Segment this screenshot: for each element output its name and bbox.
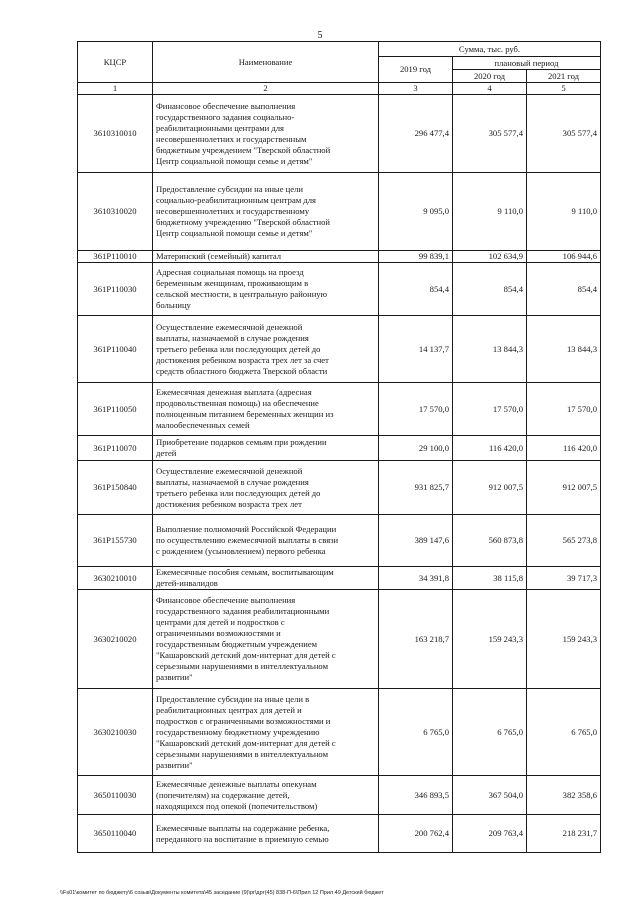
row-amount-y2021: 116 420,0 — [527, 436, 601, 461]
row-amount-y2020: 305 577,4 — [453, 95, 527, 173]
column-index: 1 — [78, 83, 153, 95]
row-name-line: несовершеннолетних и государственным — [156, 133, 307, 144]
row-name-line: Предоставление субсидии на иные цели в — [156, 693, 310, 704]
row-amount-y2021: 382 358,6 — [527, 776, 601, 815]
row-name-line: беременным женщинам, проживающим в — [156, 278, 309, 288]
row-amount-y2021: 912 007,5 — [527, 461, 601, 515]
table-row — [78, 689, 601, 776]
row-name-line: Адресная социальная помощь на проезд — [156, 267, 304, 277]
row-amount-y2019: 389 147,6 — [379, 515, 453, 567]
table-row — [78, 815, 601, 853]
header-name: Наименование — [153, 42, 379, 83]
row-name-line: третьего ребенка или последующих детей до — [156, 343, 321, 354]
row-amount-y2019: 34 391,8 — [379, 567, 453, 590]
row-code: 361P110050 — [78, 383, 153, 436]
row-name-line: развитии" — [156, 672, 193, 682]
row-name — [153, 776, 379, 815]
row-amount-y2021: 565 273,8 — [527, 515, 601, 567]
row-amount-y2019: 163 218,7 — [379, 590, 453, 689]
row-amount-y2020: 17 570,0 — [453, 383, 527, 436]
row-name-line: бюджетным учреждением "Тверской областной — [156, 144, 331, 155]
row-name-line: с рождением (усыновлением) первого ребенка — [156, 546, 326, 556]
row-amount-y2021: 17 570,0 — [527, 383, 601, 436]
row-amount-y2020: 102 634,9 — [453, 251, 527, 263]
row-name-line: (попечителям) на содержание детей, — [156, 789, 290, 800]
page-number: 5 — [317, 30, 323, 41]
row-name-line: "Кашаровский детский дом-интернат для детей с — [156, 650, 336, 660]
row-amount-y2020: 367 504,0 — [453, 776, 527, 815]
row-name-line: Ежемесячные денежные выплаты опекунам — [156, 778, 317, 789]
row-amount-y2019: 99 839,1 — [379, 251, 453, 263]
row-name-line: переданного на воспитание в приемную семью — [156, 833, 329, 844]
budget-table — [77, 41, 601, 853]
header-year-2019: 2019 год — [379, 57, 453, 83]
row-name-line: Осуществление ежемесячной денежной — [156, 465, 303, 476]
table-row — [78, 515, 601, 567]
row-name-line: государственным бюджетным учреждением — [156, 639, 318, 649]
row-name-line: Ежемесячные пособия семьям, воспитывающим — [156, 567, 334, 577]
table-row — [78, 316, 601, 383]
row-name-line: "Кашаровский детский дом-интернат для детей с — [156, 737, 336, 748]
row-name — [153, 316, 379, 383]
row-amount-y2019: 931 825,7 — [379, 461, 453, 515]
row-amount-y2021: 6 765,0 — [527, 689, 601, 776]
row-code: 3630210030 — [78, 689, 153, 776]
row-amount-y2020: 209 763,4 — [453, 815, 527, 853]
table-row — [78, 461, 601, 515]
row-name-line: государственному бюджетному учреждению — [156, 726, 320, 737]
table-row — [78, 436, 601, 461]
table-row — [78, 263, 601, 316]
row-name-line: Предоставление субсидии на иные цели — [156, 184, 303, 194]
row-amount-y2021: 9 110,0 — [527, 173, 601, 251]
row-amount-y2020: 38 115,8 — [453, 567, 527, 590]
row-name — [153, 95, 379, 173]
table-row — [78, 173, 601, 251]
row-amount-y2020: 854,4 — [453, 263, 527, 316]
row-name-line: государственного задания реабилитационными — [156, 606, 330, 616]
row-name-line: реабилитационных центрах для детей и — [156, 704, 302, 715]
row-name — [153, 461, 379, 515]
row-name-line: подростков с ограниченными возможностями и — [156, 715, 331, 726]
row-name — [153, 436, 379, 461]
row-name-line: несовершеннолетних и государственному — [156, 206, 310, 216]
row-name-line: достижения ребенком возраста трех лет — [156, 498, 302, 509]
row-amount-y2019: 17 570,0 — [379, 383, 453, 436]
row-name-line: Центр социальной помощи семье и детям" — [156, 228, 313, 238]
row-amount-y2021: 13 844,3 — [527, 316, 601, 383]
row-code: 3630210020 — [78, 590, 153, 689]
row-name-line: бюджетному учреждению "Тверской областной — [156, 217, 331, 227]
row-amount-y2021: 159 243,3 — [527, 590, 601, 689]
row-name-line: Выполнение полномочий Российской Федерации — [156, 524, 337, 534]
row-name-line: Приобретение подарков семьям при рождении — [156, 437, 327, 447]
row-name-line: серьезными нарушениями в интеллектуальном — [156, 748, 329, 759]
column-index-row — [78, 83, 601, 95]
row-code: 3650110030 — [78, 776, 153, 815]
row-name — [153, 815, 379, 853]
file-path-footer: \\Fs01\комитет по бюджету\6 созыв\Документы комитета\45 заседание (9)\pr\дрг(45) 838-П-6\Прил 12 Прил 49 Детский бюджет — [60, 890, 384, 896]
row-name-line: детей — [156, 448, 177, 458]
row-name — [153, 567, 379, 590]
row-amount-y2019: 9 095,0 — [379, 173, 453, 251]
row-name-line: сельской местности, в центральную районную — [156, 289, 328, 299]
row-amount-y2020: 9 110,0 — [453, 173, 527, 251]
row-name-line: Финансовое обеспечение выполнения — [156, 100, 296, 111]
row-amount-y2021: 854,4 — [527, 263, 601, 316]
row-amount-y2019: 14 137,7 — [379, 316, 453, 383]
row-name-line: детей-инвалидов — [156, 578, 218, 588]
row-amount-y2019: 6 765,0 — [379, 689, 453, 776]
column-index: 4 — [453, 83, 527, 95]
row-name-line: реабилитационными центрами для — [156, 122, 285, 133]
column-index: 2 — [153, 83, 379, 95]
row-name-line: серьезными нарушениями в интеллектуальном — [156, 661, 329, 671]
row-code: 3610310010 — [78, 95, 153, 173]
row-name — [153, 515, 379, 567]
table-row — [78, 251, 601, 263]
row-code: 361P110010 — [78, 251, 153, 263]
row-code: 3610310020 — [78, 173, 153, 251]
row-amount-y2020: 912 007,5 — [453, 461, 527, 515]
row-name — [153, 383, 379, 436]
row-name-line: развитии" — [156, 759, 193, 770]
budget-table-body — [78, 95, 601, 853]
row-amount-y2019: 200 762,4 — [379, 815, 453, 853]
header-sum: Сумма, тыс. руб. — [379, 42, 601, 57]
row-code: 361P155730 — [78, 515, 153, 567]
row-name-line: Осуществление ежемесячной денежной — [156, 321, 303, 332]
row-name-line: выплаты, назначаемой в случае рождения — [156, 332, 309, 343]
row-amount-y2021: 305 577,4 — [527, 95, 601, 173]
row-name-line: третьего ребенка или последующих детей до — [156, 487, 321, 498]
row-name-line: по осуществлению ежемесячной выплаты в связи — [156, 535, 339, 545]
table-row — [78, 95, 601, 173]
column-index: 3 — [379, 83, 453, 95]
row-name — [153, 251, 379, 263]
row-name-line: социально-реабилитационным центрам для — [156, 195, 316, 205]
row-amount-y2020: 6 765,0 — [453, 689, 527, 776]
table-row — [78, 383, 601, 436]
row-name-line: Материнский (семейный) капитал — [156, 251, 282, 261]
row-amount-y2021: 39 717,3 — [527, 567, 601, 590]
row-code: 361P110040 — [78, 316, 153, 383]
row-name-line: выплаты, назначаемой в случае рождения — [156, 476, 309, 487]
row-amount-y2020: 159 243,3 — [453, 590, 527, 689]
row-code: 361P150840 — [78, 461, 153, 515]
row-name — [153, 173, 379, 251]
row-name — [153, 689, 379, 776]
row-code: 3630210010 — [78, 567, 153, 590]
row-code: 361P110030 — [78, 263, 153, 316]
row-name-line: средств областного бюджета Тверской области — [156, 365, 328, 376]
row-name-line: полноценным питанием беременных женщин из — [156, 409, 334, 419]
row-amount-y2020: 116 420,0 — [453, 436, 527, 461]
row-name-line: ограниченными возможностями и — [156, 628, 281, 638]
row-name — [153, 590, 379, 689]
row-amount-y2019: 296 477,4 — [379, 95, 453, 173]
row-name-line: Финансовое обеспечение выполнения — [156, 595, 296, 605]
row-amount-y2019: 854,4 — [379, 263, 453, 316]
row-name-line: Ежемесячные выплаты на содержание ребенка, — [156, 822, 330, 833]
row-amount-y2020: 560 873,8 — [453, 515, 527, 567]
row-amount-y2021: 106 944,6 — [527, 251, 601, 263]
row-amount-y2019: 346 893,5 — [379, 776, 453, 815]
row-name-line: Центр социальной помощи семье и детям" — [156, 155, 313, 166]
row-code: 361P110070 — [78, 436, 153, 461]
row-amount-y2020: 13 844,3 — [453, 316, 527, 383]
row-name-line: центрами для детей и подростков с — [156, 617, 285, 627]
row-name-line: продовольственная помощь) на обеспечение — [156, 398, 319, 408]
column-index: 5 — [527, 83, 601, 95]
header-planning-period: плановый период — [453, 57, 601, 70]
header-code: КЦСР — [78, 42, 153, 83]
table-row — [78, 567, 601, 590]
header-year-2021: 2021 год — [527, 70, 601, 83]
row-name-line: больницу — [156, 300, 191, 310]
row-name-line: государственного задания социально- — [156, 111, 295, 122]
row-amount-y2021: 218 231,7 — [527, 815, 601, 853]
row-code: 3650110040 — [78, 815, 153, 853]
header-year-2020: 2020 год — [453, 70, 527, 83]
row-amount-y2019: 29 100,0 — [379, 436, 453, 461]
row-name-line: находящихся под опекой (попечительством) — [156, 800, 318, 811]
row-name-line: малообеспеченных семей — [156, 420, 250, 430]
row-name-line: достижения ребенком возраста трех лет за счет — [156, 354, 329, 365]
row-name-line: Ежемесячная денежная выплата (адресная — [156, 387, 312, 397]
row-name — [153, 263, 379, 316]
table-row — [78, 590, 601, 689]
table-row — [78, 776, 601, 815]
